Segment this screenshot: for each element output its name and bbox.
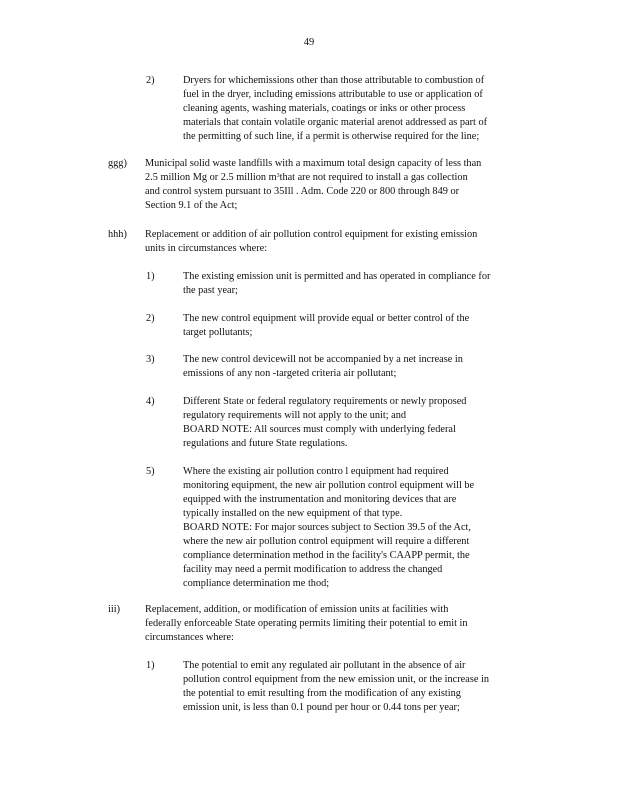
text-line: materials that contain volatile organic material arenot addressed as part of	[183, 117, 488, 128]
text-line: equipped with the instrumentation and monitoring devices that are	[183, 494, 457, 505]
item-text	[145, 603, 538, 645]
item-text	[183, 74, 539, 144]
text-line: monitoring equipment, the new air pollution control equipment will be	[183, 480, 475, 491]
item-label: hhh)	[108, 229, 127, 240]
text-line: regulatory requirements will not apply to the unit; and	[183, 410, 407, 421]
text-line: circumstances where:	[145, 632, 234, 643]
item-label: 2)	[146, 75, 155, 86]
item-text	[145, 157, 538, 213]
item-label: 1)	[146, 271, 155, 282]
page-number: 49	[303, 37, 315, 48]
text-line-with-superscript	[145, 171, 538, 185]
text-line: facility may need a permit modification to address the changed	[183, 564, 443, 575]
item-text	[183, 353, 539, 381]
text-line: The existing emission unit is permitted and has operated in compliance for	[183, 271, 491, 282]
text-line: The potential to emit any regulated air pollutant in the absence of air	[183, 660, 466, 671]
text-line: Replacement or addition of air pollution control equipment for existing emission	[145, 229, 478, 240]
item-label: 2)	[146, 313, 155, 324]
item-text	[183, 465, 539, 591]
text-line: units in circumstances where:	[145, 243, 268, 254]
text-line: and control system pursuant to 35Ill . Adm. Code 220 or 800 through 849 or	[145, 186, 460, 197]
text-line: compliance determination method in the facility's CAAPP permit, the	[183, 550, 470, 561]
text-line: federally enforceable State operating permits limiting their potential to emit in	[145, 618, 468, 629]
text-fragment: 2.5 million Mg or 2.5 million m	[145, 172, 277, 183]
item-label: 1)	[146, 660, 155, 671]
text-line: Municipal solid waste landfills with a maximum total design capacity of less than	[145, 158, 482, 169]
text-line: Dryers for whichemissions other than those attributable to combustion of	[183, 75, 485, 86]
item-label: 5)	[146, 466, 155, 477]
item-label: 3)	[146, 354, 155, 365]
text-line: the potential to emit resulting from the modification of any existing	[183, 688, 461, 699]
superscript: 3	[276, 173, 280, 179]
text-line: pollution control equipment from the new emission unit, or the increase in	[183, 674, 489, 685]
text-line: Where the existing air pollution contro l equipment had required	[183, 466, 449, 477]
text-line: the permitting of such line, if a permit is otherwise required for the line;	[183, 131, 480, 142]
item-text	[183, 312, 539, 340]
text-line: target pollutants;	[183, 327, 253, 338]
board-note-line: BOARD NOTE: For major sources subject to Section 39.5 of the Act,	[183, 522, 471, 533]
text-line: Section 9.1 of the Act;	[145, 200, 238, 211]
item-label: iii)	[108, 604, 121, 615]
item-text	[183, 659, 539, 715]
item-text	[183, 395, 539, 451]
item-label: 4)	[146, 396, 155, 407]
text-line: The new control equipment will provide equal or better control of the	[183, 313, 470, 324]
text-line: Different State or federal regulatory requirements or newly proposed	[183, 396, 467, 407]
text-fragment: that are not required to install a gas collection	[279, 172, 468, 183]
text-line: the past year;	[183, 285, 238, 296]
text-line: compliance determination me thod;	[183, 578, 330, 589]
item-text	[183, 270, 539, 298]
text-line: The new control devicewill not be accompanied by a net increase in	[183, 354, 463, 365]
board-note-line: BOARD NOTE: All sources must comply with underlying federal	[183, 424, 456, 435]
text-line: fuel in the dryer, including emissions attributable to use or application of	[183, 89, 483, 100]
text-line: emission unit, is less than 0.1 pound per hour or 0.44 tons per year;	[183, 702, 460, 713]
text-line: Replacement, addition, or modification of emission units at facilities with	[145, 604, 449, 615]
text-line: where the new air pollution control equipment will require a different	[183, 536, 470, 547]
item-text	[145, 228, 538, 256]
item-label: ggg)	[108, 158, 127, 169]
text-line: typically installed on the new equipment of that type.	[183, 508, 403, 519]
text-line: regulations and future State regulations.	[183, 438, 348, 449]
text-line: emissions of any non -targeted criteria air pollutant;	[183, 368, 397, 379]
text-line: cleaning agents, washing materials, coatings or inks or other process	[183, 103, 466, 114]
